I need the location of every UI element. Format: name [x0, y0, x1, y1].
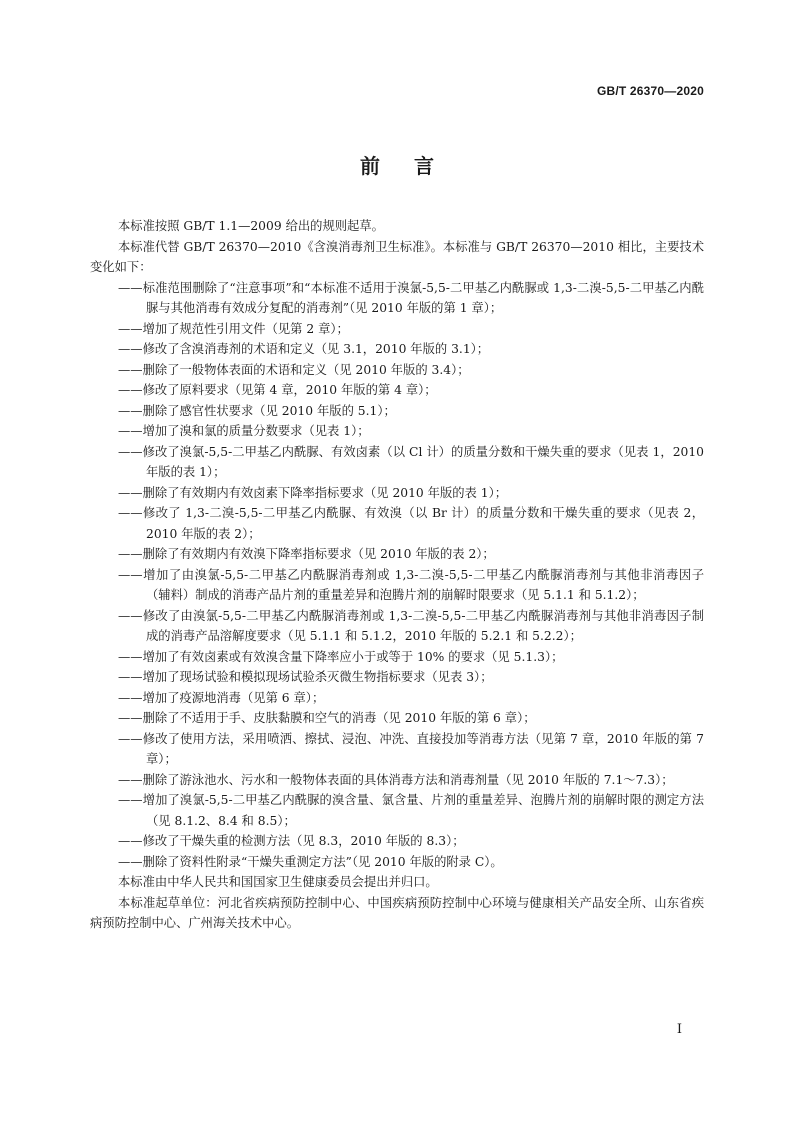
paragraph-proposer: 本标准由中华人民共和国国家卫生健康委员会提出并归口。 [118, 875, 438, 889]
change-item: ——修改了使用方法，采用喷洒、擦拭、浸泡、冲洗、直接投加等消毒方法（见第 7 章，2010 年版的第 7 章）； [118, 731, 704, 766]
change-item: ——删除了游泳池水、污水和一般物体表面的具体消毒方法和消毒剂量（见 2010 年版的 7.1～7.3）； [118, 772, 674, 787]
change-item: ——删除了资料性附录“干燥失重测定方法”（见 2010 年版的附录 C）。 [118, 854, 503, 869]
page-title: 前言 [360, 154, 468, 178]
change-item: ——修改了 1,3-二溴-5,5-二甲基乙内酰脲、有效溴（以 Br 计）的质量分数和干燥失重的要求（见表 2，2010 年版的表 2）； [118, 506, 704, 541]
standard-code: GB/T 26370—2020 [596, 84, 704, 98]
change-item: ——删除了有效期内有效溴下降率指标要求（见 2010 年版的表 2）； [118, 547, 495, 561]
change-item: ——修改了含溴消毒剂的术语和定义（见 3.1，2010 年版的 3.1）； [118, 342, 490, 356]
paragraph-drafting-units: 本标准起草单位：河北省疾病预防控制中心、中国疾病预防控制中心环境与健康相关产品安全所、山东省疾病预防控制中心、广州海关技术中心。 [90, 895, 704, 930]
paragraph-drafting-rules: 本标准按照 GB/T 1.1—2009 给出的规则起草。 [118, 219, 384, 233]
change-item: ——增加了溴氯-5,5-二甲基乙内酰脲的溴含量、氯含量、片剂的重量差异、泡腾片剂的崩解时限的测定方法（见 8.1.2、8.4 和 8.5）； [118, 793, 704, 828]
page-number: I [676, 1022, 682, 1037]
change-item: ——增加了溴和氯的质量分数要求（见表 1）； [118, 424, 370, 438]
change-item: ——增加了由溴氯-5,5-二甲基乙内酰脲消毒剂或 1,3-二溴-5,5-二甲基乙内酰脲消毒剂与其他非消毒因子（辅料）制成的消毒产品片剂的重量差异和泡腾片剂的崩解时限要求（见 5.1.1 和 5.1.2）； [118, 567, 704, 602]
document-body [90, 216, 704, 934]
change-item: ——增加了疫源地消毒（见第 6 章）； [118, 690, 325, 705]
change-item: ——增加了规范性引用文件（见第 2 章）； [118, 321, 349, 336]
paragraph-replaces: 本标准代替 GB/T 26370—2010《含溴消毒剂卫生标准》。本标准与 GB/T 26370—2010 相比，主要技术变化如下： [90, 239, 704, 274]
change-item: ——修改了溴氯-5,5-二甲基乙内酰脲、有效卤素（以 Cl 计）的质量分数和干燥失重的要求（见表 1，2010 年版的表 1）； [118, 444, 704, 479]
change-item: ——删除了感官性状要求（见 2010 年版的 5.1）； [118, 403, 396, 418]
change-item: ——删除了不适用于手、皮肤黏膜和空气的消毒（见 2010 年版的第 6 章）； [118, 711, 536, 725]
change-item: ——修改了原料要求（见第 4 章，2010 年版的第 4 章）； [118, 383, 437, 397]
change-item: ——删除了有效期内有效卤素下降率指标要求（见 2010 年版的表 1）； [118, 485, 508, 500]
change-item: ——增加了现场试验和模拟现场试验杀灭微生物指标要求（见表 3）； [118, 670, 493, 684]
change-item: ——删除了一般物体表面的术语和定义（见 2010 年版的 3.4）； [118, 362, 470, 377]
change-item: ——标准范围删除了“注意事项”和“本标准不适用于溴氯-5,5-二甲基乙内酰脲或 1,3-二溴-5,5-二甲基乙内酰脲与其他消毒有效成分复配的消毒剂”（见 2010 年版的第 1 章）； [118, 280, 704, 315]
change-item: ——增加了有效卤素或有效溴含量下降率应小于或等于 10% 的要求（见 5.1.3）； [118, 649, 564, 664]
change-item: ——修改了由溴氯-5,5-二甲基乙内酰脲消毒剂或 1,3-二溴-5,5-二甲基乙内酰脲消毒剂与其他非消毒因子制成的消毒产品溶解度要求（见 5.1.1 和 5.1.2，2010 年版的 5.2.1 和 5.2.2）； [118, 608, 704, 643]
change-item: ——修改了干燥失重的检测方法（见 8.3，2010 年版的 8.3）； [118, 834, 465, 848]
